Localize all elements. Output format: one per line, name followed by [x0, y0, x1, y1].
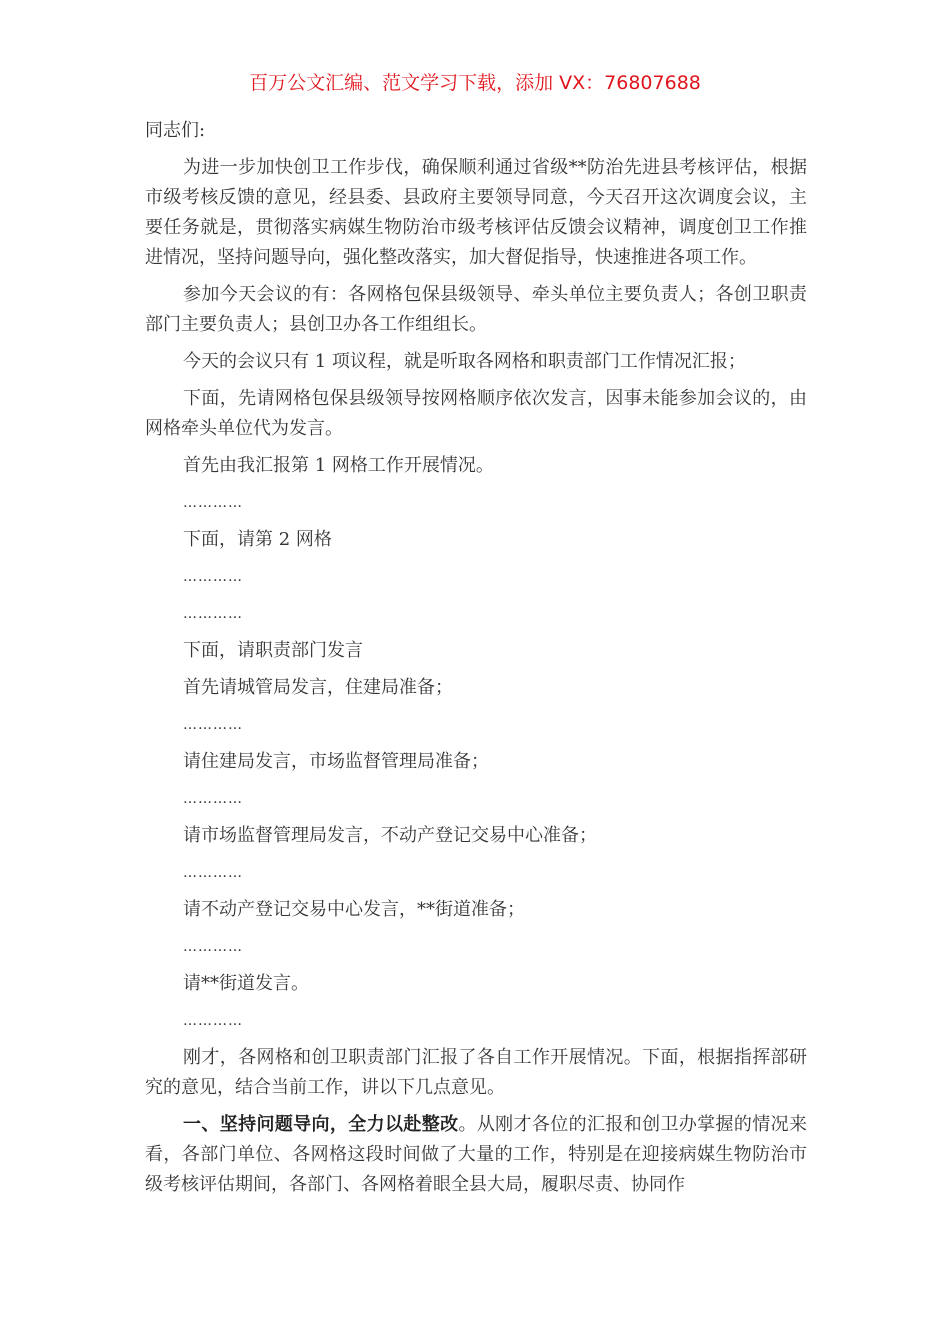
- line-grid-1: 首先由我汇报第 1 网格工作开展情况。: [183, 455, 494, 476]
- line-housing: 请住建局发言，市场监督管理局准备；: [183, 751, 489, 772]
- line-street: 请**街道发言。: [183, 973, 309, 994]
- ellipsis: …………: [183, 791, 243, 807]
- paragraph-intro: 为进一步加快创卫工作步伐，确保顺利通过省级**防治先进县考核评估，根据市级考核反馈的意见，经县委、县政府主要领导同意，今天召开这次调度会议，主要任务就是，贯彻落实病媒生物防治市级考核评估反馈会议精神，调度创卫工作推进情况，坚持问题导向，强化整改落实，加大督促指导，快速推进各项工作。: [145, 157, 807, 268]
- ellipsis: …………: [183, 495, 243, 511]
- line-market: 请市场监督管理局发言，不动产登记交易中心准备；: [183, 825, 597, 846]
- ellipsis: …………: [183, 939, 243, 955]
- ellipsis: …………: [183, 717, 243, 733]
- line-grid-2: 下面，请第 2 网格: [183, 529, 332, 550]
- paragraph-summary: 刚才，各网格和创卫职责部门汇报了各自工作开展情况。下面，根据指挥部研究的意见，结合当前工作，讲以下几点意见。: [145, 1047, 807, 1098]
- ellipsis: …………: [183, 569, 243, 585]
- ellipsis: …………: [183, 606, 243, 622]
- section-1-body: 。从刚才各位的汇报和创卫办掌握的情况来看，各部门单位、各网格这段时间做了大量的工作，特别是在迎接病媒生物防治市级考核评估期间，各部门、各网格着眼全县大局，履职尽责、协同作: [145, 1114, 807, 1195]
- ellipsis: …………: [183, 865, 243, 881]
- document-body: [145, 116, 807, 1200]
- paragraph-attendees: 参加今天会议的有：各网格包保县级领导、牵头单位主要负责人；各创卫职责部门主要负责人；县创卫办各工作组组长。: [145, 284, 807, 335]
- section-1-heading: 一、坚持问题导向，全力以赴整改: [183, 1114, 459, 1135]
- line-urban-mgmt: 首先请城管局发言，住建局准备；: [183, 677, 453, 698]
- download-banner: 百万公文汇编、范文学习下载，添加 VX：76807688: [249, 72, 701, 94]
- line-realestate: 请不动产登记交易中心发言，**街道准备；: [183, 899, 525, 920]
- section-1: [145, 1110, 807, 1200]
- paragraph-order: 下面，先请网格包保县级领导按网格顺序依次发言，因事未能参加会议的，由网格牵头单位代为发言。: [145, 388, 807, 439]
- ellipsis: …………: [183, 1013, 243, 1029]
- greeting: 同志们:: [145, 120, 206, 141]
- line-departments: 下面，请职责部门发言: [183, 640, 363, 661]
- paragraph-agenda: 今天的会议只有 1 项议程，就是听取各网格和职责部门工作情况汇报；: [183, 351, 746, 372]
